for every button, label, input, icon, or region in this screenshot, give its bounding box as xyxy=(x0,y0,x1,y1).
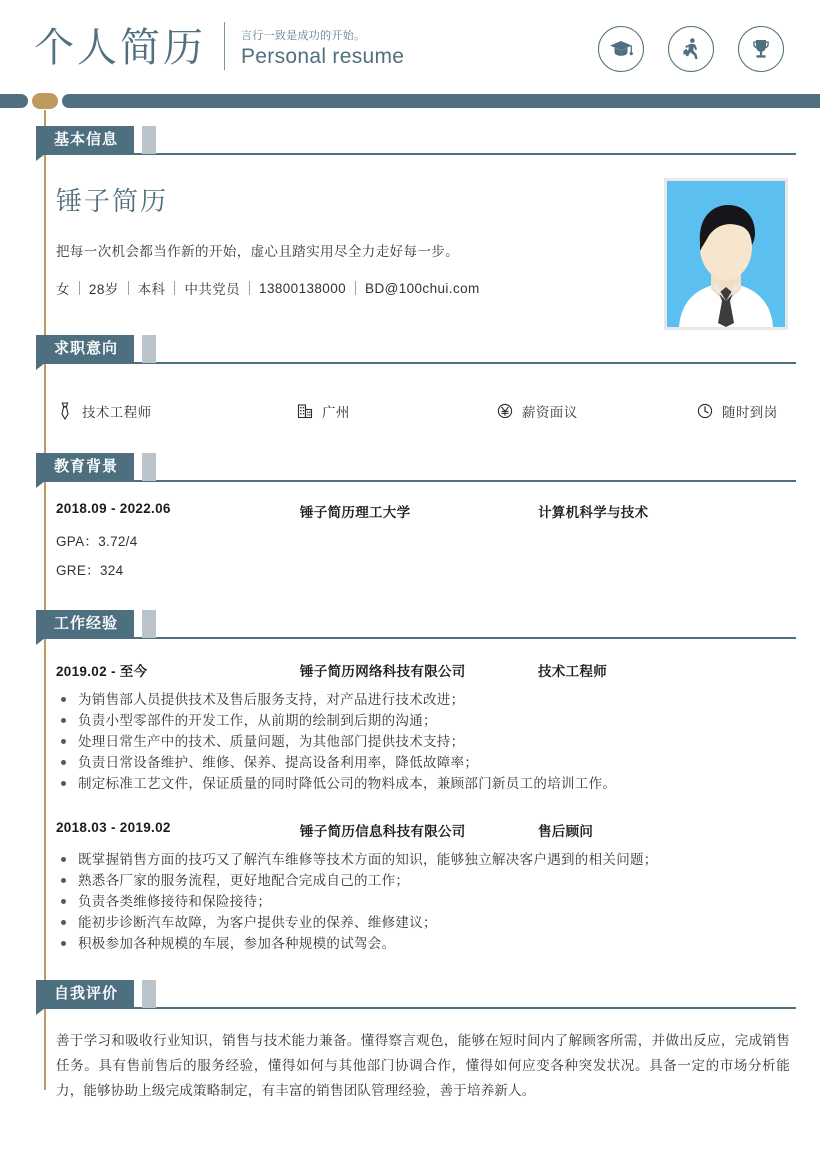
job-company: 锤子简历信息科技有限公司 xyxy=(300,824,466,839)
section-title-self-evaluation: 自我评价 xyxy=(36,980,134,1008)
page-title: 个人简历 xyxy=(34,26,206,70)
list-item: 能初步诊断汽车故障，为客户提供专业的保养、维修建议； xyxy=(56,912,790,933)
section-header-education xyxy=(36,453,796,487)
section-job-intent xyxy=(0,335,820,421)
page-header xyxy=(0,0,820,90)
job-role: 售后顾问 xyxy=(538,824,594,839)
list-item: 处理日常生产中的技术、质量问题，为其他部门提供技术支持； xyxy=(56,731,790,752)
section-work-experience xyxy=(0,610,820,954)
self-evaluation-body xyxy=(56,1014,790,1103)
yen-circle-icon xyxy=(496,402,514,420)
person-motto: 把每一次机会都当作新的开始，虚心且踏实用尽全力走好每一步。 xyxy=(56,244,460,259)
header-motto: 言行一致是成功的开始。 xyxy=(241,30,366,42)
job-company: 锤子简历网络科技有限公司 xyxy=(300,664,466,679)
decor-bar-right xyxy=(62,94,820,108)
meta-divider xyxy=(355,281,356,295)
work-experience-body xyxy=(56,644,790,954)
section-title-basic-info: 基本信息 xyxy=(36,126,134,154)
job-entry xyxy=(56,660,790,794)
meta-email: BD@100chui.com xyxy=(365,280,480,296)
job-date: 2019.02 - 至今 xyxy=(56,664,148,679)
meta-divider xyxy=(174,281,175,295)
list-item: 制定标准工艺文件，保证质量的同时降低公司的物料成本，兼顾部门新员工的培训工作。 xyxy=(56,773,790,794)
section-tag-tail xyxy=(36,1008,45,1015)
meta-divider xyxy=(128,281,129,295)
meta-phone: 13800138000 xyxy=(259,280,347,296)
job-entry-head xyxy=(56,660,790,680)
education-gpa: GPA：3.72/4 xyxy=(56,534,138,549)
graduation-cap-icon xyxy=(598,26,644,72)
section-title-work-experience: 工作经验 xyxy=(36,610,134,638)
basic-info-text xyxy=(56,174,480,330)
section-tag-tail xyxy=(36,154,45,161)
section-header-basic-info xyxy=(36,126,796,160)
intent-availability xyxy=(696,401,778,421)
job-entry xyxy=(56,820,790,954)
section-tag-tail xyxy=(36,638,45,645)
person-name: 锤子简历 xyxy=(56,186,169,216)
section-chip xyxy=(142,335,156,363)
section-basic-info xyxy=(0,126,820,330)
list-item: 负责日常设备维护、维修、保养、提高设备利用率，降低故障率； xyxy=(56,752,790,773)
list-item: 积极参加各种规模的车展，参加各种规模的试驾会。 xyxy=(56,933,790,954)
section-tag-tail xyxy=(36,481,45,488)
section-chip xyxy=(142,126,156,154)
education-school: 锤子简历理工大学 xyxy=(300,505,411,520)
title-block xyxy=(34,22,404,71)
title-divider xyxy=(224,22,225,70)
education-body xyxy=(56,487,790,579)
section-title-job-intent: 求职意向 xyxy=(36,335,134,363)
decor-bar-left xyxy=(0,94,28,108)
job-intent-body xyxy=(56,369,790,421)
education-major: 计算机科学与技术 xyxy=(538,505,649,520)
list-item: 熟悉各厂家的服务流程，更好地配合完成自己的工作； xyxy=(56,870,790,891)
section-self-evaluation xyxy=(0,980,820,1103)
list-item: 负责各类维修接待和保险接待； xyxy=(56,891,790,912)
avatar xyxy=(664,178,788,330)
meta-divider xyxy=(249,281,250,295)
trophy-icon xyxy=(738,26,784,72)
businessman-walking-icon xyxy=(668,26,714,72)
section-chip xyxy=(142,980,156,1008)
job-date: 2018.03 - 2019.02 xyxy=(56,820,171,835)
header-decor-bar xyxy=(0,94,820,110)
job-duty-list xyxy=(56,849,790,954)
section-header-work-experience xyxy=(36,610,796,644)
meta-degree: 本科 xyxy=(137,282,166,297)
intent-position xyxy=(56,401,296,421)
intent-salary-label: 薪资面议 xyxy=(522,405,578,420)
section-chip xyxy=(142,453,156,481)
job-duty-list xyxy=(56,689,790,794)
education-gre: GRE：324 xyxy=(56,563,124,578)
meta-age: 28岁 xyxy=(88,282,119,297)
section-title-education: 教育背景 xyxy=(36,453,134,481)
section-tag-tail xyxy=(36,363,45,370)
person-meta-row xyxy=(56,278,480,298)
meta-divider xyxy=(79,281,80,295)
section-education xyxy=(0,453,820,579)
building-icon xyxy=(296,402,314,420)
title-subtext xyxy=(241,29,404,71)
intent-availability-label: 随时到岗 xyxy=(722,405,778,420)
section-header-self-evaluation xyxy=(36,980,796,1014)
section-chip xyxy=(142,610,156,638)
list-item: 既掌握销售方面的技巧又了解汽车维修等技术方面的知识，能够独立解决客户遇到的相关问题； xyxy=(56,849,790,870)
list-item: 为销售部人员提供技术及售后服务支持，对产品进行技术改进； xyxy=(56,689,790,710)
meta-political-status: 中共党员 xyxy=(184,282,241,297)
intent-salary xyxy=(496,401,696,421)
education-date: 2018.09 - 2022.06 xyxy=(56,501,171,516)
education-entry-head xyxy=(56,501,790,521)
self-evaluation-text: 善于学习和吸收行业知识，销售与技术能力兼备。懂得察言观色，能够在短时间内了解顾客所需，并做出反应，完成销售任务。具有售前售后的服务经验，懂得如何与其他部门协调合作，懂得如何应变各种突发状况。具备一定的市场分析能力，能够协助上级完成策略制定，有丰富的销售团队管理经验，善于培养新人。 xyxy=(56,1033,790,1098)
job-role: 技术工程师 xyxy=(538,664,607,679)
intent-position-label: 技术工程师 xyxy=(82,405,152,420)
section-header-job-intent xyxy=(36,335,796,369)
job-entry-head xyxy=(56,820,790,840)
intent-city xyxy=(296,401,496,421)
meta-gender: 女 xyxy=(56,282,70,297)
necktie-icon xyxy=(56,402,74,420)
header-icon-group xyxy=(598,26,784,72)
list-item: 负责小型零部件的开发工作，从前期的绘制到后期的沟通； xyxy=(56,710,790,731)
basic-info-body xyxy=(56,160,790,330)
clock-icon xyxy=(696,402,714,420)
education-entry xyxy=(56,501,790,579)
page-title-en: Personal resume xyxy=(241,45,405,68)
intent-city-label: 广州 xyxy=(322,405,350,420)
decor-bar-dot xyxy=(32,93,58,109)
